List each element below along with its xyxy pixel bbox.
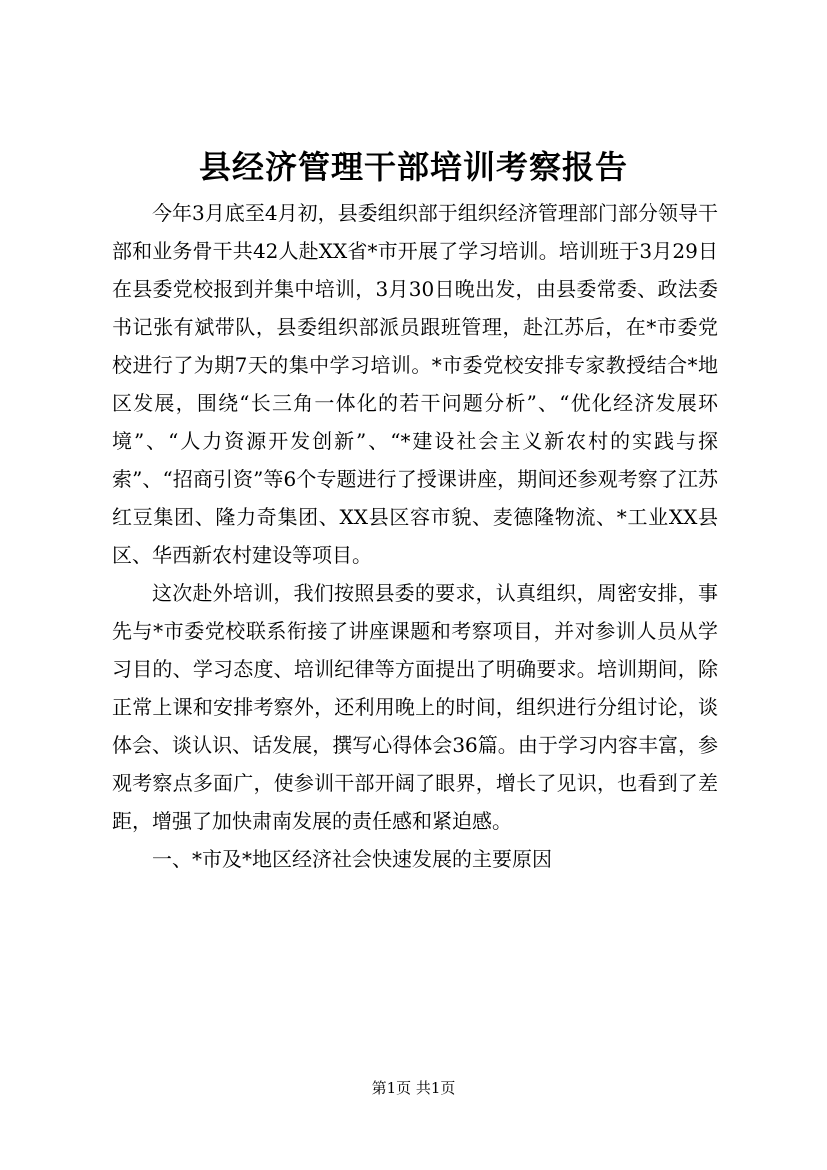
section-heading: 一、*市及*地区经济社会快速发展的主要原因 (152, 847, 552, 871)
document-body (112, 194, 718, 878)
paragraph-2: 这次赴外培训，我们按照县委的要求，认真组织，周密安排，事先与*市委党校联系衔接了讲座课题和考察项目，并对参训人员从学习目的、学习态度、培训纪律等方面提出了明确要求。培训期间，除正常上课和安排考察外，还利用晚上的时间，组织进行分组讨论，谈体会、谈认识、话发展，撰写心得体会36篇。由于学习内容丰富，参观考察点多面广，使参训干部开阔了眼界，增长了见识，也看到了差距，增强了加快肃南发展的责任感和紧迫感。 (112, 581, 718, 833)
page-footer: 第1页 共1页 (371, 1079, 456, 1097)
document-title: 县经济管理干部培训考察报告 (198, 148, 628, 186)
paragraph-1: 今年3月底至4月初，县委组织部于组织经济管理部门部分领导干部和业务骨干共42人赴XX省*市开展了学习培训。培训班于3月29日在县委党校报到并集中培训，3月30日晚出发，由县委常委、政法委书记张有斌带队，县委组织部派员跟班管理，赴江苏后，在*市委党校进行了为期7天的集中学习培训。*市委党校安排专家教授结合*地区发展，围绕“长三角一体化的若干问题分析”、“优化经济发展环境”、“人力资源开发创新”、“*建设社会主义新农村的实践与探索”、“招商引资”等6个专题进行了授课讲座，期间还参观考察了江苏红豆集团、隆力奇集团、XX县区容市貌、麦德隆物流、*工业XX县区、华西新农村建设等项目。 (112, 201, 718, 567)
